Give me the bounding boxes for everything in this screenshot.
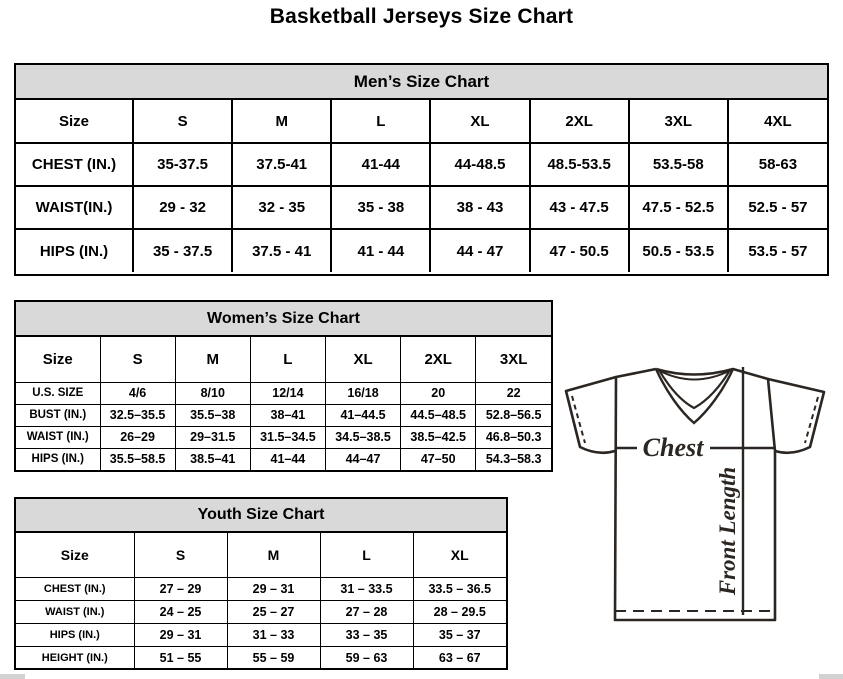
size-cell: 41–44 [250, 448, 325, 470]
column-header: M [175, 337, 250, 382]
size-cell: 26–29 [100, 426, 175, 448]
column-header: XL [413, 533, 506, 577]
size-cell: 29 - 32 [133, 186, 232, 229]
size-cell: 47 - 50.5 [530, 229, 629, 272]
mens-header-row [16, 100, 827, 143]
size-cell: 22 [476, 382, 551, 404]
size-cell: 24 – 25 [134, 600, 227, 623]
size-cell: 25 – 27 [227, 600, 320, 623]
size-cell: 55 – 59 [227, 646, 320, 669]
column-header: M [232, 100, 331, 143]
column-header: 2XL [530, 100, 629, 143]
size-cell: 29–31.5 [175, 426, 250, 448]
size-cell: 16/18 [325, 382, 400, 404]
column-header: S [134, 533, 227, 577]
size-cell: 31.5–34.5 [250, 426, 325, 448]
size-cell: 35 - 37.5 [133, 229, 232, 272]
size-cell: 54.3–58.3 [476, 448, 551, 470]
size-cell: 4/6 [100, 382, 175, 404]
youth-size-chart [14, 497, 508, 670]
size-cell: 29 – 31 [227, 577, 320, 600]
column-header: 2XL [401, 337, 476, 382]
column-header: Size [16, 100, 133, 143]
youth-size-table [16, 533, 506, 669]
size-cell: 47.5 - 52.5 [629, 186, 728, 229]
column-header: S [133, 100, 232, 143]
womens-size-chart [14, 300, 553, 472]
size-cell: 35.5–38 [175, 404, 250, 426]
size-cell: 41–44.5 [325, 404, 400, 426]
column-header: XL [325, 337, 400, 382]
size-cell: 47–50 [401, 448, 476, 470]
column-header: L [331, 100, 430, 143]
table-row [16, 404, 551, 426]
size-cell: 51 – 55 [134, 646, 227, 669]
mens-chart-title: Men’s Size Chart [16, 65, 827, 100]
front-length-label: Front Length [715, 466, 740, 596]
size-cell: 38.5–42.5 [401, 426, 476, 448]
jersey-right-sleeve [768, 379, 824, 453]
size-cell: 31 – 33.5 [320, 577, 413, 600]
table-row [16, 382, 551, 404]
row-label: HIPS (IN.) [16, 448, 100, 470]
table-row [16, 646, 506, 669]
row-label: U.S. SIZE [16, 382, 100, 404]
column-header: M [227, 533, 320, 577]
table-row [16, 448, 551, 470]
chest-label: Chest [642, 433, 704, 462]
size-cell: 31 – 33 [227, 623, 320, 646]
jersey-left-sleeve [566, 377, 616, 453]
size-cell: 58-63 [728, 143, 827, 186]
column-header: 4XL [728, 100, 827, 143]
table-row [16, 143, 827, 186]
size-cell: 28 – 29.5 [413, 600, 506, 623]
size-cell: 37.5 - 41 [232, 229, 331, 272]
size-cell: 46.8–50.3 [476, 426, 551, 448]
size-cell: 53.5 - 57 [728, 229, 827, 272]
size-cell: 8/10 [175, 382, 250, 404]
mens-size-chart [14, 63, 829, 276]
youth-chart-title: Youth Size Chart [16, 499, 506, 533]
table-row [16, 229, 827, 272]
table-row [16, 426, 551, 448]
jersey-collar-outer [656, 369, 733, 423]
size-cell: 38–41 [250, 404, 325, 426]
size-cell: 44-48.5 [430, 143, 529, 186]
row-label: CHEST (IN.) [16, 143, 133, 186]
row-label: HEIGHT (IN.) [16, 646, 134, 669]
row-label: HIPS (IN.) [16, 229, 133, 272]
size-cell: 50.5 - 53.5 [629, 229, 728, 272]
womens-size-table [16, 337, 551, 470]
size-cell: 52.8–56.5 [476, 404, 551, 426]
size-cell: 32.5–35.5 [100, 404, 175, 426]
size-cell: 44–47 [325, 448, 400, 470]
size-cell: 27 – 28 [320, 600, 413, 623]
size-cell: 27 – 29 [134, 577, 227, 600]
size-cell: 33 – 35 [320, 623, 413, 646]
mens-size-table [16, 100, 827, 272]
table-row [16, 577, 506, 600]
size-cell: 53.5-58 [629, 143, 728, 186]
column-header: Size [16, 337, 100, 382]
column-header: XL [430, 100, 529, 143]
size-cell: 41 - 44 [331, 229, 430, 272]
size-cell: 12/14 [250, 382, 325, 404]
row-label: HIPS (IN.) [16, 623, 134, 646]
size-cell: 33.5 – 36.5 [413, 577, 506, 600]
jersey-measurement-diagram [558, 363, 835, 626]
size-cell: 38.5–41 [175, 448, 250, 470]
row-label: CHEST (IN.) [16, 577, 134, 600]
size-cell: 52.5 - 57 [728, 186, 827, 229]
womens-chart-title: Women’s Size Chart [16, 302, 551, 337]
youth-header-row [16, 533, 506, 577]
size-cell: 35 - 38 [331, 186, 430, 229]
womens-header-row [16, 337, 551, 382]
row-label: WAIST (IN.) [16, 600, 134, 623]
size-cell: 37.5-41 [232, 143, 331, 186]
column-header: 3XL [476, 337, 551, 382]
jersey-illustration [558, 363, 835, 626]
row-label: WAIST(IN.) [16, 186, 133, 229]
column-header: 3XL [629, 100, 728, 143]
size-cell: 41-44 [331, 143, 430, 186]
size-cell: 35.5–58.5 [100, 448, 175, 470]
table-row [16, 186, 827, 229]
table-row [16, 600, 506, 623]
table-row [16, 623, 506, 646]
size-cell: 20 [401, 382, 476, 404]
scrollbar-fragment-right[interactable] [819, 674, 843, 679]
size-cell: 35 – 37 [413, 623, 506, 646]
column-header: S [100, 337, 175, 382]
page-title: Basketball Jerseys Size Chart [269, 5, 574, 28]
size-cell: 35-37.5 [133, 143, 232, 186]
size-cell: 63 – 67 [413, 646, 506, 669]
scrollbar-fragment-left[interactable] [0, 674, 25, 679]
size-cell: 48.5-53.5 [530, 143, 629, 186]
size-cell: 44.5–48.5 [401, 404, 476, 426]
size-cell: 44 - 47 [430, 229, 529, 272]
row-label: BUST (IN.) [16, 404, 100, 426]
size-cell: 43 - 47.5 [530, 186, 629, 229]
column-header: Size [16, 533, 134, 577]
column-header: L [320, 533, 413, 577]
size-cell: 34.5–38.5 [325, 426, 400, 448]
size-cell: 38 - 43 [430, 186, 529, 229]
size-cell: 59 – 63 [320, 646, 413, 669]
row-label: WAIST (IN.) [16, 426, 100, 448]
size-cell: 32 - 35 [232, 186, 331, 229]
column-header: L [250, 337, 325, 382]
size-cell: 29 – 31 [134, 623, 227, 646]
